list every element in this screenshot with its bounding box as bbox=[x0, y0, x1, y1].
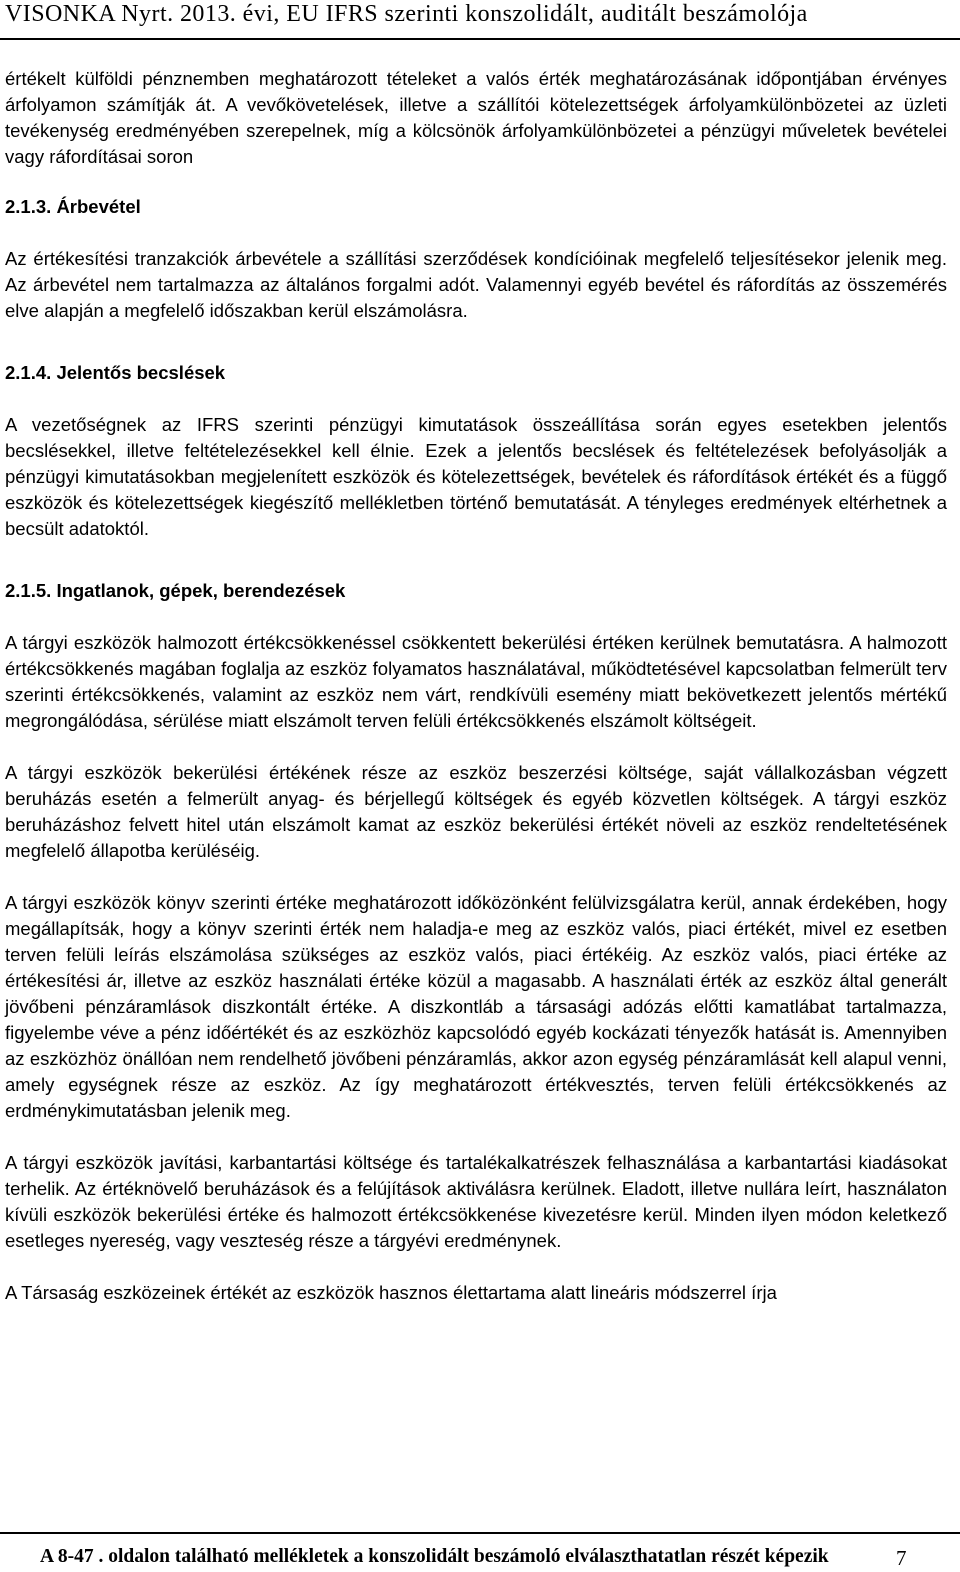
section-title: Jelentős becslések bbox=[56, 362, 226, 383]
footer-divider bbox=[0, 1532, 960, 1534]
section-title: Árbevétel bbox=[56, 196, 141, 217]
document-title: VISONKA Nyrt. 2013. évi, EU IFRS szerinti konszolidált, auditált beszámolója bbox=[5, 1, 808, 27]
paragraph-exchange-rates: értékelt külföldi pénznemben meghatározott tételeket a valós érték meghatározásának időpontjában érvényes árfolyamon számítják át. A vevőkövetelések, illetve a szállítói kötelezettségek árfolyamkülönbözetei az üzleti tevékenység eredményében szerepelnek, míg a kölcsönök árfolyamkülönbözetei a pénzügyi műveletek bevételei vagy ráfordításai soron bbox=[5, 68, 947, 167]
section-heading-property-plant-equipment bbox=[5, 578, 947, 604]
section-heading-revenue bbox=[5, 194, 947, 220]
page-number: 7 bbox=[896, 1546, 907, 1570]
page-footer bbox=[0, 1532, 960, 1572]
page-header bbox=[0, 0, 960, 40]
paragraph-estimates: A vezetőségnek az IFRS szerinti pénzügyi kimutatások összeállítása során egyes esetekben jelentős becslésekkel, illetve feltételezésekkel kell élnie. Ezek a jelentős becslések és feltételezések befolyásolják a pénzügyi kimutatásokban megjelenített eszközök és kötelezettségek, bevételek és ráfordítások értékét és a függő eszközök és kötelezettségek kiegészítő mellékletben történő bemutatását. A tényleges eredmények eltérhetnek a becsült adatoktól. bbox=[5, 414, 947, 539]
paragraph-ppe-cost: A tárgyi eszközök bekerülési értékének része az eszköz beszerzési költsége, saját vállalkozásban végzett beruházás esetén a felmerült anyag- és bérjellegű költségek és egyéb közvetlen költségek. A tárgyi eszköz beruházáshoz felvett hitel után elszámolt kamat az eszköz bekerülési értékét növeli az eszköz rendeltetésének megfelelő állapotba kerüléséig. bbox=[5, 762, 947, 861]
paragraph-ppe-impairment: A tárgyi eszközök könyv szerinti értéke meghatározott időközönként felülvizsgálatra kerül, annak érdekében, hogy megállapítsák, hogy a könyv szerinti érték nem haladja-e meg az eszköz valós, piaci értékét, mivel ez esetben terven felüli leírás elszámolása szükséges az eszköz valós, piaci értékéig. Az eszköz valós, piaci értéke az értékesítési ár, illetve az eszköz használati értéke közül a magasabb. A használati érték az eszköz által generált jövőbeni pénzáramlások diszkontált értéke. A diszkontláb a társasági adózás előtti kamatlábat tartalmazza, figyelembe véve a pénz időértékét és az eszközhöz kapcsolódó egyéb kockázati tényezők hatását is. Amennyiben az eszközhöz önállóan nem rendelhető jövőbeni pénzáramlás, akkor azon egység pénzáramlását kell alapul venni, amely egységnek része az eszköz. Az így meghatározott értékvesztés, terven felüli értékcsökkenés az erdménykimutatásban jelenik meg. bbox=[5, 892, 947, 1121]
section-number: 2.1.5. bbox=[5, 580, 52, 601]
document-body bbox=[5, 66, 947, 1306]
section-number: 2.1.3. bbox=[5, 196, 52, 217]
footer-note: A 8-47 . oldalon található mellékletek a konszolidált beszámoló elválaszthatatlan részét képezik bbox=[40, 1546, 829, 1567]
section-heading-estimates bbox=[5, 360, 947, 386]
paragraph-revenue: Az értékesítési tranzakciók árbevétele a szállítási szerződések kondícióinak megfelelő teljesítésekor jelenik meg. Az árbevétel nem tartalmazza az általános forgalmi adót. Valamennyi egyéb bevétel és ráfordítás az összemérés elve alapján a megfelelő időszakban kerül elszámolásra. bbox=[5, 248, 947, 321]
section-number: 2.1.4. bbox=[5, 362, 52, 383]
paragraph-ppe-valuation: A tárgyi eszközök halmozott értékcsökkenéssel csökkentett bekerülési értéken kerülnek bemutatásra. A halmozott értékcsökkenés magában foglalja az eszköz folyamatos használatával, működtetésével kapcsolatban felmerült terv szerinti értékcsökkenés, valamint az eszköz nem várt, rendkívüli esemény miatt bekövetkezett jelentős mértékű megrongálódása, sérülése miatt elszámolt terven felüli értékcsökkenés elszámolt költségeit. bbox=[5, 632, 947, 731]
paragraph-ppe-maintenance: A tárgyi eszközök javítási, karbantartási költsége és tartalékalkatrészek felhasználása a karbantartási kiadásokat terhelik. Az értéknövelő beruházások és a felújítások aktiválásra kerülnek. Eladott, illetve nullára leírt, használaton kívüli eszközök bekerülési értéke és halmozott értékcsökkenése kivezetésre kerül. Minden ilyen módon keletkező esetleges nyereség, vagy veszteség része a tárgyévi eredménynek. bbox=[5, 1152, 947, 1251]
paragraph-depreciation: A Társaság eszközeinek értékét az eszközök hasznos élettartama alatt lineáris módszerrel írja bbox=[5, 1282, 777, 1303]
section-title: Ingatlanok, gépek, berendezések bbox=[56, 580, 346, 601]
